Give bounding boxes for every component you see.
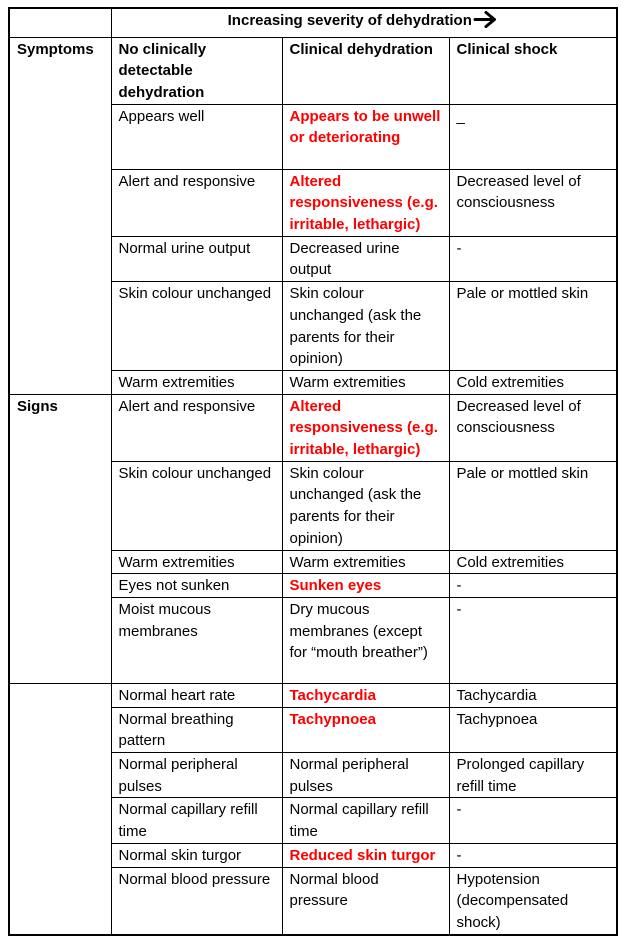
- cell: Normal blood pressure: [111, 867, 282, 935]
- cell: -: [449, 574, 617, 598]
- dehydration-severity-table-container: [8, 7, 618, 936]
- cell: Pale or mottled skin: [449, 461, 617, 550]
- cell: Skin colour unchanged (ask the parents for their opinion): [282, 282, 449, 371]
- section-label-symptoms: Symptoms: [9, 37, 111, 394]
- cell: -: [449, 236, 617, 281]
- severity-header-cell: [111, 8, 617, 37]
- cell: Tachycardia: [449, 683, 617, 707]
- right-arrow-icon: [473, 10, 499, 35]
- table-row: [9, 8, 617, 37]
- cell: Moist mucous membranes: [111, 597, 282, 683]
- cell: Pale or mottled skin: [449, 282, 617, 371]
- cell: Altered responsiveness (e.g. irritable, lethargic): [282, 394, 449, 461]
- cell: Normal breathing pattern: [111, 707, 282, 752]
- cell: Normal peripheral pulses: [111, 753, 282, 798]
- cell: Decreased level of consciousness: [449, 169, 617, 236]
- cell: Tachypnoea: [282, 707, 449, 752]
- cell: -: [449, 597, 617, 683]
- cell: Decreased level of consciousness: [449, 394, 617, 461]
- cell: Cold extremities: [449, 370, 617, 394]
- cell: Skin colour unchanged: [111, 461, 282, 550]
- cell: Alert and responsive: [111, 169, 282, 236]
- cell: Warm extremities: [282, 370, 449, 394]
- cell: _: [449, 104, 617, 169]
- corner-cell: [9, 8, 111, 37]
- severity-header-title: Increasing severity of dehydration: [227, 12, 472, 30]
- cell: Normal capillary refill time: [111, 798, 282, 843]
- cell: -: [449, 798, 617, 843]
- cell: Eyes not sunken: [111, 574, 282, 598]
- cell: Prolonged capillary refill time: [449, 753, 617, 798]
- cell: Normal heart rate: [111, 683, 282, 707]
- cell: Dry mucous membranes (except for “mouth breather”): [282, 597, 449, 683]
- cell: Normal skin turgor: [111, 843, 282, 867]
- cell: Skin colour unchanged: [111, 282, 282, 371]
- cell: Warm extremities: [111, 550, 282, 574]
- cell: Warm extremities: [111, 370, 282, 394]
- dehydration-severity-table: [8, 7, 618, 936]
- cell: Alert and responsive: [111, 394, 282, 461]
- cell: Normal peripheral pulses: [282, 753, 449, 798]
- cell: Hypotension (decompensated shock): [449, 867, 617, 935]
- cell: Cold extremities: [449, 550, 617, 574]
- cell: Altered responsiveness (e.g. irritable, lethargic): [282, 169, 449, 236]
- cell: Decreased urine output: [282, 236, 449, 281]
- cell: Normal urine output: [111, 236, 282, 281]
- cell: Reduced skin turgor: [282, 843, 449, 867]
- table-row: [9, 37, 617, 104]
- cell: Normal capillary refill time: [282, 798, 449, 843]
- table-row: [9, 683, 617, 707]
- cell: Appears to be unwell or deteriorating: [282, 104, 449, 169]
- cell: Sunken eyes: [282, 574, 449, 598]
- column-header: No clinically detectable dehydration: [111, 37, 282, 104]
- cell: Tachypnoea: [449, 707, 617, 752]
- cell: Skin colour unchanged (ask the parents for their opinion): [282, 461, 449, 550]
- cell: Warm extremities: [282, 550, 449, 574]
- section-label-signs: Signs: [9, 394, 111, 683]
- column-header: Clinical dehydration: [282, 37, 449, 104]
- section-label-blank: [9, 683, 111, 934]
- cell: Normal blood pressure: [282, 867, 449, 935]
- cell: -: [449, 843, 617, 867]
- cell: Appears well: [111, 104, 282, 169]
- table-row: [9, 394, 617, 461]
- column-header: Clinical shock: [449, 37, 617, 104]
- cell: Tachycardia: [282, 683, 449, 707]
